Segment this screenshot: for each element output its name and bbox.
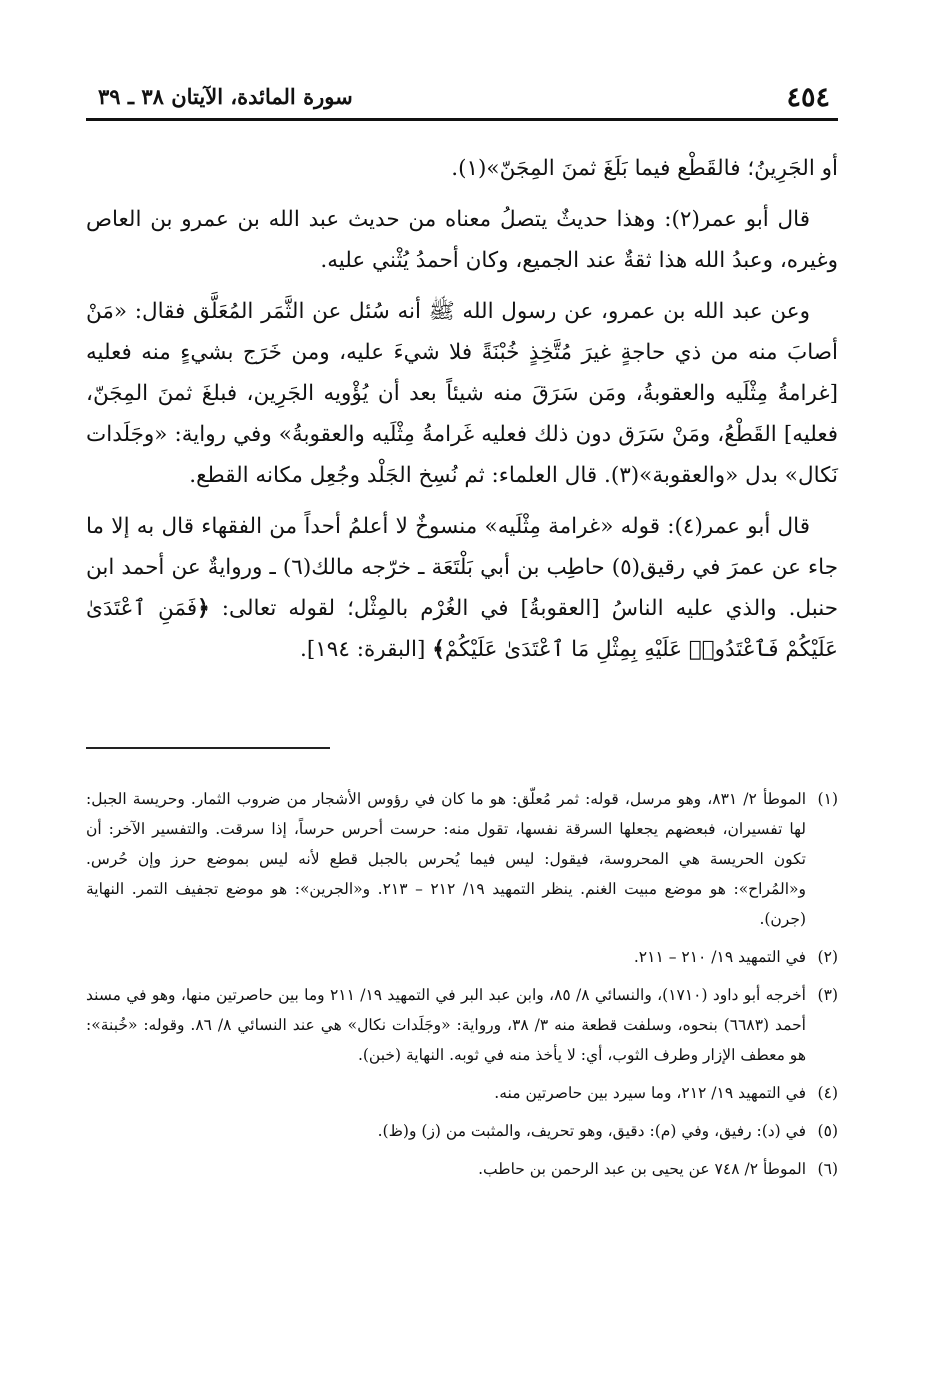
footnote-text: في التمهيد ١٩/ ٢١٠ – ٢١١. [633, 948, 806, 966]
footnote-number: (١) [817, 790, 838, 808]
footnote-separator [86, 747, 330, 749]
footnote-number: (٦) [817, 1160, 838, 1178]
footnote [86, 784, 838, 934]
verse-bracket-open: ﴿ [197, 596, 210, 621]
footnote-number: (٢) [817, 948, 838, 966]
running-head: سورة المائدة، الآيتان ٣٨ ـ ٣٩ [98, 84, 353, 109]
footnote-text: الموطأ ٢/ ٨٣١، وهو مرسل، قوله: ثمر مُعلّق: هو ما كان في رؤوس الأشجار من ضروب الثمار. وحريسة الجبل: لها تفسيران، فبعضهم يجعلها السرقة نفسها، تقول منه: حرست أحرس حرساً، إذا سرقت. والتفسير الآخر: أن تكون الحريسة هي المحروسة، فيقول: ليس فيما يُحرس بالجبل قطع لأنه ليس بموضع حرز وإن حُرس. و«المُراح»: هو موضع مبيت الغنم. ينظر التمهيد ١٩/ ٢١٢ – ٢١٣. و«الجرين»: هو موضع تجفيف التمر. النهاية (جرن). [86, 790, 807, 928]
footnote [86, 980, 838, 1070]
verse-reference: [البقرة: ١٩٤]. [300, 637, 426, 662]
footnote-number: (٣) [817, 986, 838, 1004]
footnote-number: (٤) [817, 1084, 838, 1102]
footnote-text: في التمهيد ١٩/ ٢١٢، وما سيرد بين حاصرتين منه. [494, 1084, 806, 1102]
footnote-text: في (د): رفيق، وفي (م): دقيق، وهو تحريف، والمثبت من (ز) و(ظ). [377, 1122, 806, 1140]
header-rule [86, 118, 838, 121]
footnote-number: (٥) [817, 1122, 838, 1140]
footnote-text: أخرجه أبو داود (١٧١٠)، والنسائي ٨/ ٨٥، وابن عبد البر في التمهيد ١٩/ ٢١١ وما بين حاصرتين منها، وهو في مسند أحمد (٦٦٨٣) بنحوه، وسلفت قطعة منه ٣/ ٣٨، ورواية: «وجَلَدات نكال» هي عند النسائي ٨/ ٨٦. وقوله: «خُبنة»: هو معطف الإزار وطرف الثوب، أي: لا يأخذ منه في ثوبه. النهاية (خبن). [86, 986, 806, 1064]
paragraph [86, 506, 838, 670]
footnote [86, 1116, 838, 1146]
paragraph: وعن عبد الله بن عمرو، عن رسول الله ﷺ أنه سُئل عن الثَّمَر المُعَلَّق فقال: «مَنْ أصابَ منه من ذي حاجةٍ غيرَ مُتَّخِذٍ خُبْنَةً فلا شيءَ عليه، ومن خَرَج بشيءٍ منه فعليه [غرامةُ مِثْلَيه والعقوبةُ، ومَن سَرَقَ منه شيئاً بعد أن يُؤْويه الجَرِين، فبلغَ ثمنَ المِجَنّ، فعليه] القَطْعُ، ومَنْ سَرَق دون ذلك فعليه غَرامةُ مِثْلَيه والعقوبةُ» وفي رواية: «وجَلَدات نَكال» بدل «والعقوبة»(٣). قال العلماء: ثم نُسِخ الجَلْد وجُعِل مكانه القطع. [86, 299, 838, 488]
verse-text: فَمَنِ ٱعْتَدَىٰ عَلَيْكُمْ فَٱعْتَدُوا۟ عَلَيْهِ بِمِثْلِ مَا ٱعْتَدَىٰ عَلَيْكُمْ [86, 596, 838, 662]
footnote-text: الموطأ ٢/ ٧٤٨ عن يحيى بن عبد الرحمن بن حاطب. [478, 1160, 806, 1178]
footnote [86, 1078, 838, 1108]
main-text [86, 148, 838, 680]
page-header [92, 80, 836, 114]
page-number: ٤٥٤ [786, 82, 830, 113]
verse-bracket-close: ﴾ [432, 637, 445, 662]
paragraph: أو الجَرِينُ؛ فالقَطْع فيما بَلَغَ ثمنَ المِجَنّ»(١). [451, 156, 838, 181]
footnote [86, 1154, 838, 1184]
paragraph-text: قال أبو عمر(٤): قوله «غرامة مِثْلَيه» منسوخٌ لا أعلمُ أحداً من الفقهاء قال به إلا ما جاء عن عمرَ في رقيق(٥) حاطِب بن أبي بَلْتَعَة ـ خرّجه مالك(٦) ـ وروايةٌ عن أحمد ابن حنبل. والذي عليه الناسُ [العقوبةُ] في الغُرْم بالمِثْل؛ لقوله تعالى: [86, 514, 838, 621]
footnote [86, 942, 838, 972]
paragraph: قال أبو عمر(٢): وهذا حديثٌ يتصلُ معناه من حديث عبد الله بن عمرو بن العاص وغيره، وعبدُ الله هذا ثقةٌ عند الجميع، وكان أحمدُ يُثْني عليه. [86, 207, 838, 273]
footnotes [86, 784, 838, 1192]
